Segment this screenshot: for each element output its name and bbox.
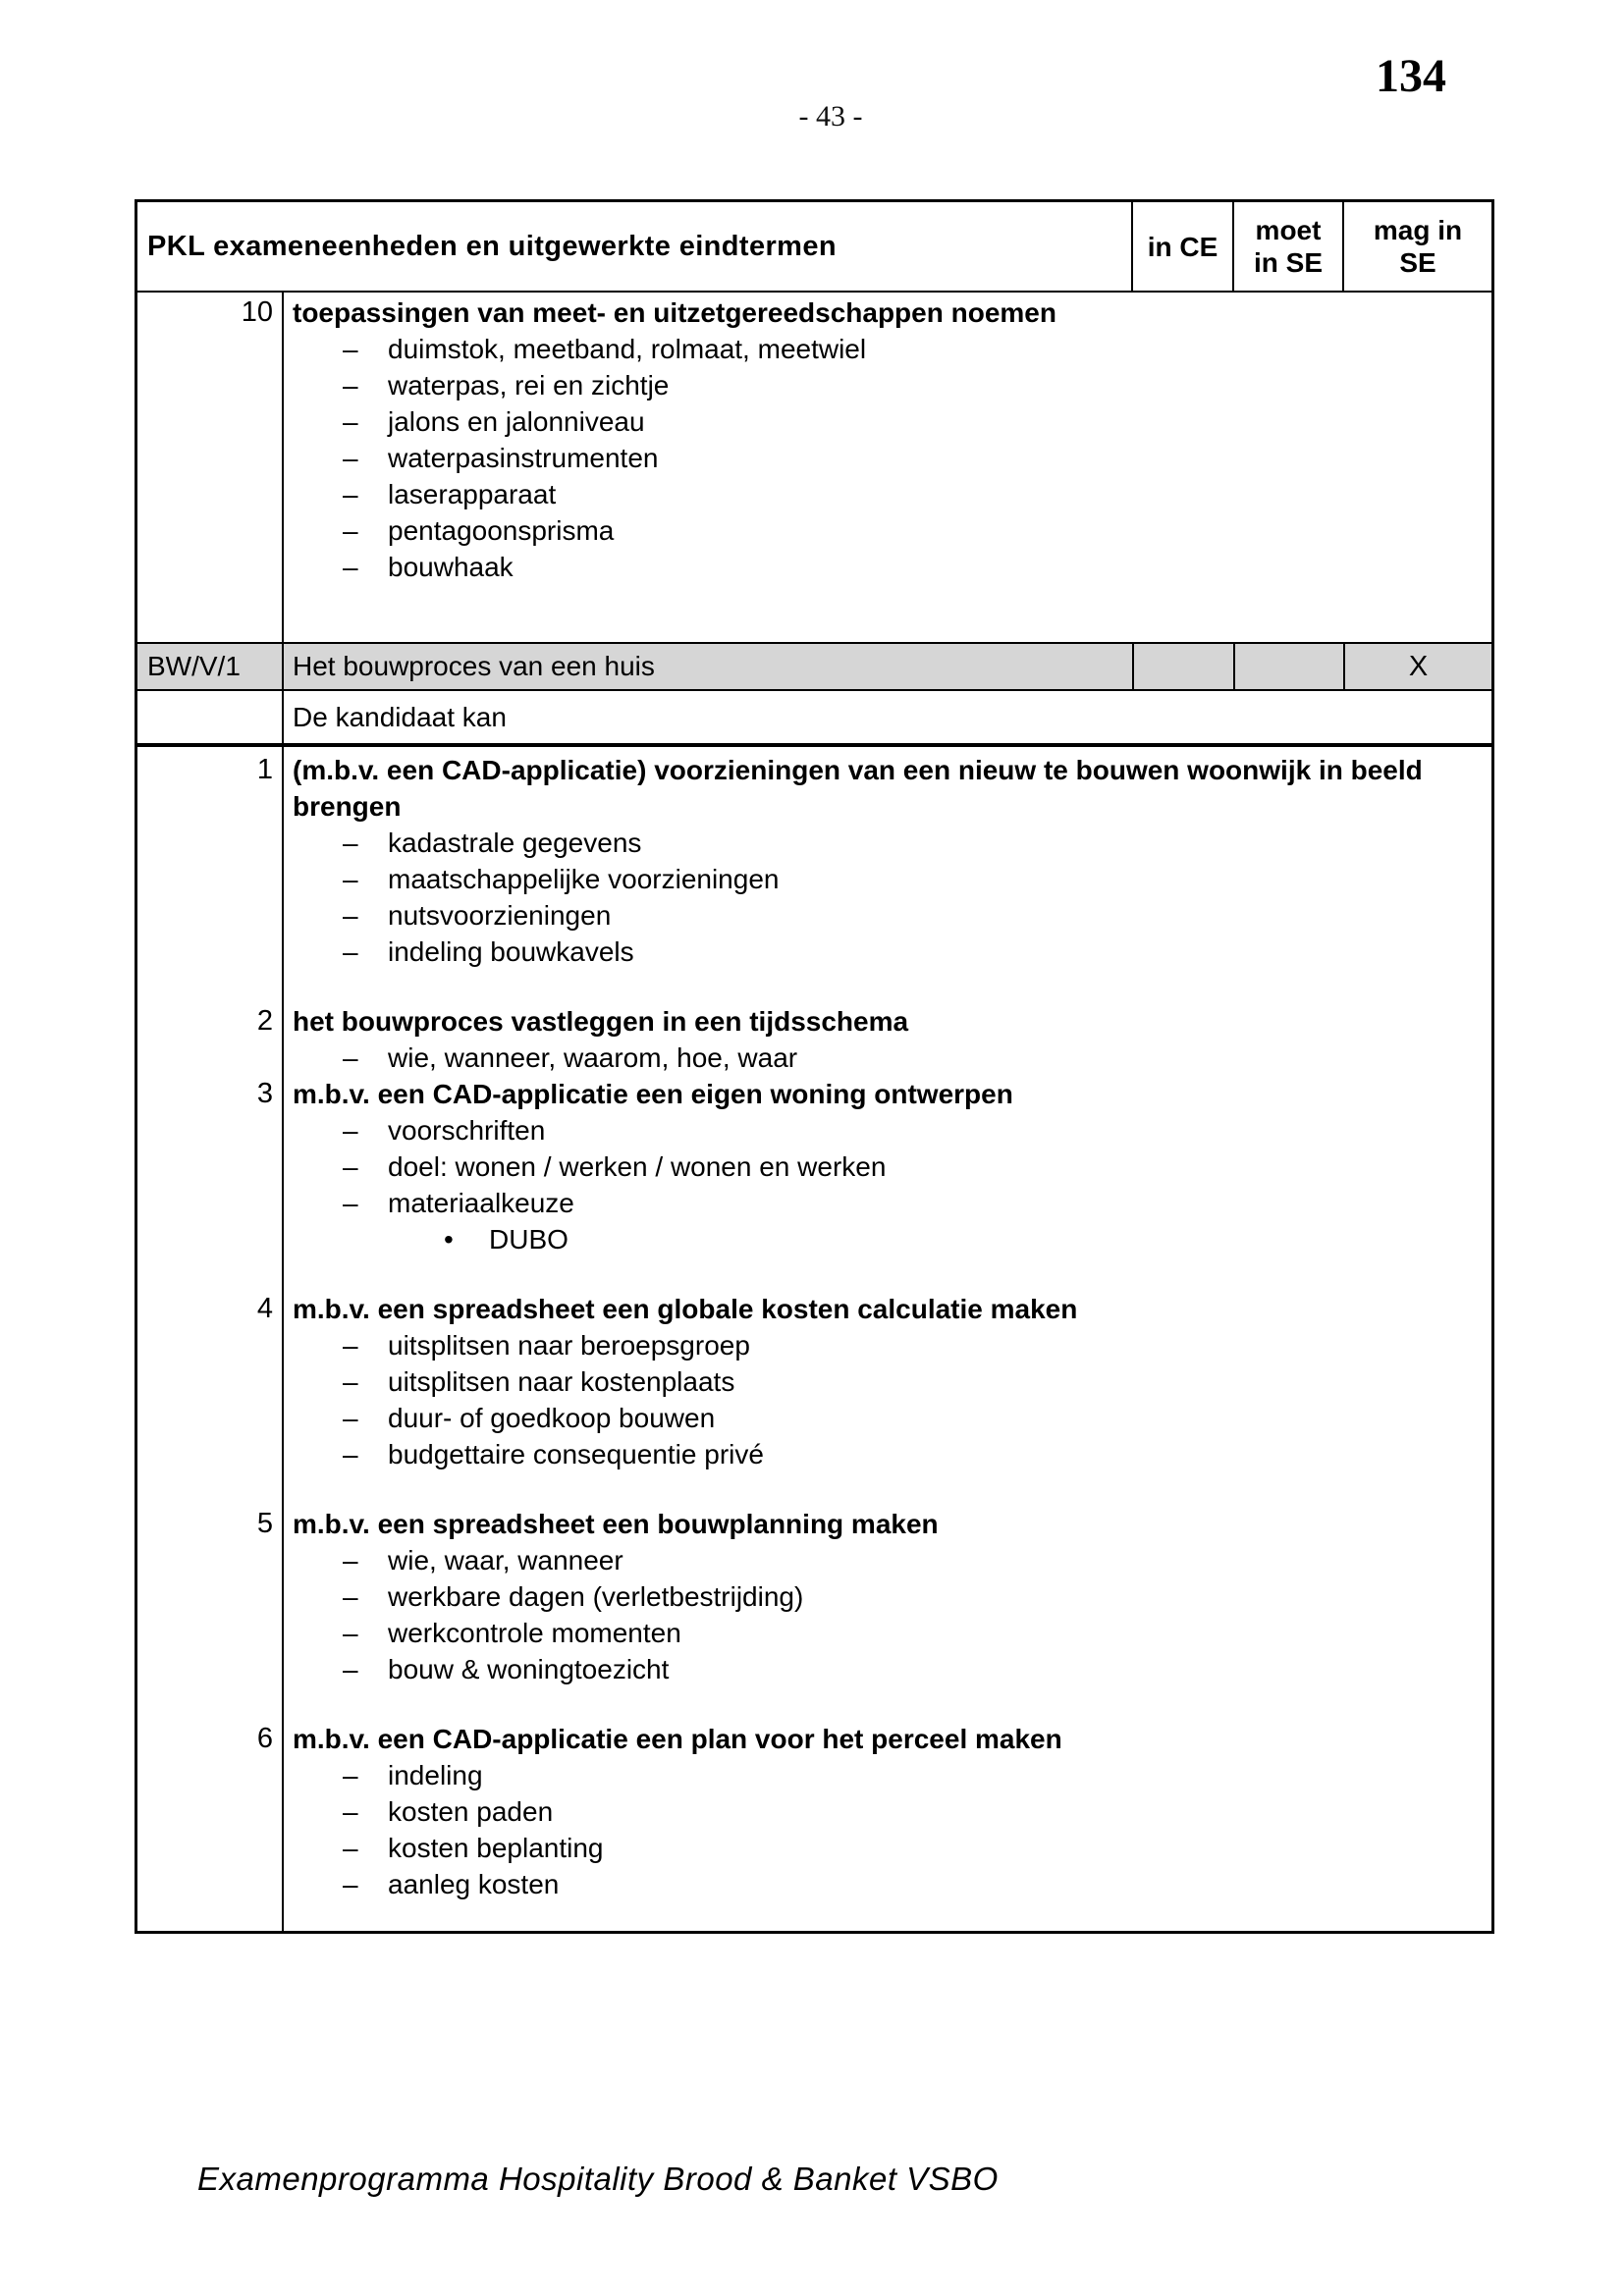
eindterm-number: 1 (256, 754, 273, 785)
sub-item-text: wie, waar, wanneer (388, 1545, 623, 1575)
dash-marker: – (343, 1042, 358, 1073)
sub-item (293, 1615, 1480, 1651)
dash-marker: – (343, 1330, 358, 1361)
section-moet-in-se-cell (1233, 644, 1343, 689)
dash-marker: – (343, 1115, 358, 1146)
sub-item-text: nutsvoorzieningen (388, 900, 612, 931)
eindterm-item-10 (241, 294, 1480, 585)
sub-item-text: kosten paden (388, 1796, 554, 1827)
sub-item-text: doel: wonen / werken / wonen en werken (388, 1151, 887, 1182)
sub-item (293, 1400, 1480, 1436)
dash-marker: – (343, 1366, 358, 1397)
sub-item (293, 1542, 1480, 1578)
dash-marker: – (343, 1151, 358, 1182)
sub-item (293, 1436, 1480, 1472)
sub-item (293, 1578, 1480, 1615)
header-col-mag-in-se (1342, 202, 1491, 291)
sub-item-text: kadastrale gegevens (388, 828, 642, 858)
eindterm-number: 5 (256, 1508, 273, 1539)
dash-marker: – (343, 406, 358, 437)
sub-item (293, 934, 1480, 970)
sub-item-text: jalons en jalonniveau (388, 406, 645, 437)
section-code: BW/V/1 (137, 644, 284, 689)
sub-item-text: maatschappelijke voorzieningen (388, 864, 780, 894)
eindterm-title: m.b.v. een spreadsheet een bouwplanning maken (293, 1509, 939, 1539)
sub-item (293, 403, 1480, 440)
header-col-in-ce (1131, 202, 1232, 291)
sub-item-text: waterpas, rei en zichtje (388, 370, 670, 400)
dash-marker: – (343, 1188, 358, 1218)
sub-item-text: materiaalkeuze (388, 1188, 574, 1218)
dash-marker: – (343, 1403, 358, 1433)
eindterm-item-2 (256, 1003, 1480, 1076)
sub-item-text: uitsplitsen naar beroepsgroep (388, 1330, 750, 1361)
sub-item-text: bouw & woningtoezicht (388, 1654, 670, 1684)
table-header-row (137, 202, 1491, 293)
sub-item-text: bouwhaak (388, 552, 514, 582)
sub-item (293, 331, 1480, 367)
section-in-ce-cell (1132, 644, 1233, 689)
sub-item (293, 1651, 1480, 1687)
sub-item-text: duimstok, meetband, rolmaat, meetwiel (388, 334, 867, 364)
number-column (137, 691, 284, 743)
eindterm-number: 3 (256, 1078, 273, 1109)
dash-marker: – (343, 1796, 358, 1827)
sub-item-text: werkcontrole momenten (388, 1618, 681, 1648)
dash-marker: – (343, 552, 358, 582)
sub-item (293, 1040, 1480, 1076)
sub-item (293, 440, 1480, 476)
header-title-cell: PKL exameneenheden en uitgewerkte eindtermen (147, 230, 838, 262)
sub-item-text: pentagoonsprisma (388, 515, 615, 546)
header-col-mag-line2: SE (1399, 247, 1436, 278)
eindterm-title: m.b.v. een spreadsheet een globale kosten calculatie maken (293, 1294, 1078, 1324)
bullet-item-text: DUBO (489, 1224, 568, 1255)
sub-item-text: budgettaire consequentie privé (388, 1439, 764, 1469)
dash-marker: – (343, 1545, 358, 1575)
eindtermen-body-row (137, 747, 1491, 1931)
eindterm-number: 2 (256, 1005, 273, 1037)
eindterm-number: 4 (256, 1293, 273, 1324)
sub-item (293, 1363, 1480, 1400)
sub-item (293, 1185, 1480, 1221)
dash-marker: – (343, 1654, 358, 1684)
sub-item-text: indeling bouwkavels (388, 936, 634, 967)
bullet-item (293, 1221, 1480, 1257)
section-mag-in-se-cell (1343, 644, 1491, 689)
eindterm-title: m.b.v. een CAD-applicatie een eigen woning ontwerpen (293, 1079, 1013, 1109)
dash-marker: – (343, 1581, 358, 1612)
section-row-bwv1 (137, 644, 1491, 691)
row-eindterm-10 (137, 293, 1491, 644)
number-column (137, 293, 284, 642)
eindterm-number: 6 (256, 1723, 273, 1754)
dash-marker: – (343, 1760, 358, 1790)
eindterm-number: 10 (241, 296, 273, 328)
header-col-mag-line1: mag in (1373, 215, 1463, 245)
eindterm-item-4 (256, 1291, 1480, 1472)
sub-item (293, 1830, 1480, 1866)
header-col-moet-line1: moet (1255, 215, 1322, 245)
section-mag-in-se-value: X (1408, 650, 1429, 682)
sub-item (293, 1793, 1480, 1830)
dash-marker: – (343, 479, 358, 509)
eindterm-item-1 (256, 752, 1480, 970)
sub-item (293, 861, 1480, 897)
sub-item (293, 1757, 1480, 1793)
sub-item-text: voorschriften (388, 1115, 546, 1146)
sub-item (293, 1148, 1480, 1185)
eindterm-item-3 (256, 1076, 1480, 1257)
sub-item-text: kosten beplanting (388, 1833, 604, 1863)
sub-item (293, 549, 1480, 585)
sub-item-text: wie, wanneer, waarom, hoe, waar (388, 1042, 798, 1073)
dash-marker: – (343, 1833, 358, 1863)
header-col-moet-line2: in SE (1253, 247, 1323, 278)
sub-item (293, 512, 1480, 549)
sub-item-text: indeling (388, 1760, 483, 1790)
dash-marker: – (343, 515, 358, 546)
sub-item (293, 476, 1480, 512)
header-col-in-ce-label: in CE (1147, 231, 1218, 262)
dash-marker: – (343, 828, 358, 858)
dash-marker: – (343, 1869, 358, 1899)
sub-item (293, 897, 1480, 934)
section-title: Het bouwproces van een huis (293, 651, 655, 681)
kandidaat-row (137, 691, 1491, 747)
eindterm-title: (m.b.v. een CAD-applicatie) voorzieningen van een nieuw te bouwen woonwijk in beeld brengen (293, 755, 1423, 822)
sub-item (293, 1112, 1480, 1148)
dash-marker: – (343, 1439, 358, 1469)
dash-marker: – (343, 334, 358, 364)
eindtermen-table (135, 199, 1494, 1934)
eindterm-title: het bouwproces vastleggen in een tijdsschema (293, 1006, 909, 1037)
sub-item-text: werkbare dagen (verletbestrijding) (388, 1581, 804, 1612)
eindterm-title: toepassingen van meet- en uitzetgereedschappen noemen (293, 297, 1056, 328)
sub-item-text: aanleg kosten (388, 1869, 560, 1899)
sub-item-text: uitsplitsen naar kostenplaats (388, 1366, 735, 1397)
header-col-moet-in-se (1232, 202, 1342, 291)
sub-item-text: laserapparaat (388, 479, 557, 509)
dash-marker: – (343, 370, 358, 400)
page-number-right: 134 (1376, 50, 1446, 102)
kandidaat-label: De kandidaat kan (293, 701, 507, 732)
sub-item (293, 367, 1480, 403)
sub-item (293, 825, 1480, 861)
eindterm-title: m.b.v. een CAD-applicatie een plan voor het perceel maken (293, 1724, 1062, 1754)
eindterm-item-6 (256, 1721, 1480, 1902)
dash-marker: – (343, 1618, 358, 1648)
dash-marker: – (343, 864, 358, 894)
sub-item (293, 1327, 1480, 1363)
document-footer: Examenprogramma Hospitality Brood & Banket VSBO (197, 2161, 999, 2197)
dash-marker: – (343, 936, 358, 967)
page-number-center: - 43 - (798, 100, 863, 133)
bullet-marker: • (444, 1224, 454, 1255)
eindterm-item-5 (256, 1506, 1480, 1687)
sub-item (293, 1866, 1480, 1902)
dash-marker: – (343, 900, 358, 931)
dash-marker: – (343, 443, 358, 473)
sub-item-text: waterpasinstrumenten (388, 443, 659, 473)
sub-item-text: duur- of goedkoop bouwen (388, 1403, 716, 1433)
